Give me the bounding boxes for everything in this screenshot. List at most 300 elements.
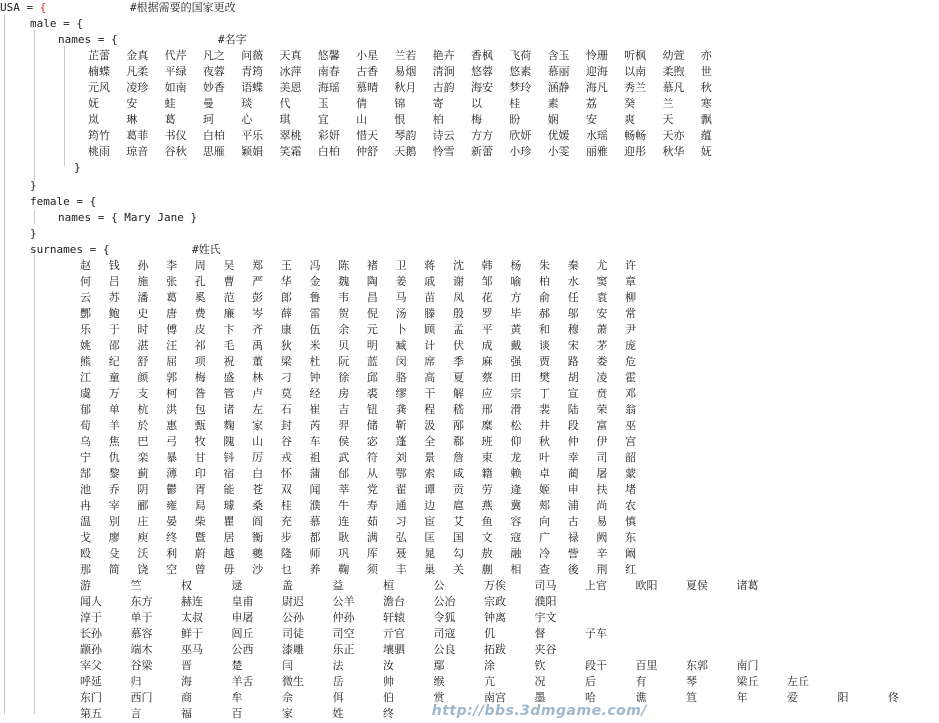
male-name: 清涧 <box>432 65 455 78</box>
surname: 厍 <box>366 547 378 560</box>
compound-surname: 晋 <box>181 659 192 672</box>
surname: 高 <box>424 371 436 384</box>
compound-surname: 夏侯 <box>686 579 708 592</box>
compound-surname: 慕容 <box>130 627 153 640</box>
surname: 养 <box>309 563 321 576</box>
surname: 束 <box>481 451 493 464</box>
compound-surname: 楚 <box>231 659 243 672</box>
surname: 宰 <box>108 499 120 512</box>
male-name: 白柏 <box>202 129 225 142</box>
surname: 邱 <box>366 371 378 384</box>
compound-surname-row <box>80 578 939 594</box>
male-name: 琪 <box>279 113 291 126</box>
surname: 田 <box>510 371 522 384</box>
surname: 臧 <box>395 339 407 352</box>
compound-surnames-list <box>80 578 939 722</box>
male-name: 谷秋 <box>164 145 187 158</box>
surname: 通 <box>395 499 407 512</box>
compound-surname: 漆雕 <box>282 643 304 656</box>
surname: 辛 <box>596 547 608 560</box>
male-name: 楠蝶 <box>88 65 110 78</box>
surname: 从 <box>366 467 378 480</box>
surname: 阴 <box>137 483 149 496</box>
compound-surname-row <box>80 610 939 626</box>
compound-surname: 权 <box>181 579 192 592</box>
surname: 刘 <box>395 451 407 464</box>
male-name: 青筠 <box>241 65 264 78</box>
surname: 傅 <box>166 323 178 336</box>
surname: 幸 <box>567 451 579 464</box>
surname: 沈 <box>452 259 464 272</box>
usa-declaration-line <box>0 0 236 16</box>
surname: 郁 <box>80 403 91 416</box>
surname: 周 <box>194 259 206 272</box>
surname: 别 <box>108 515 120 528</box>
surname: 蔺 <box>567 467 579 480</box>
surname: 沙 <box>252 563 264 576</box>
surname: 韦 <box>338 291 350 304</box>
surname: 芮 <box>309 419 321 432</box>
surname: 陶 <box>366 275 378 288</box>
compound-surname: 司空 <box>332 627 355 640</box>
surnames-open: surnames = { <box>30 243 110 256</box>
compound-surname: 海 <box>181 675 192 688</box>
surname: 贺 <box>338 307 350 320</box>
surname: 蒲 <box>309 467 321 480</box>
compound-surname: 司马 <box>534 579 557 592</box>
male-name: 琳 <box>126 113 138 126</box>
surname: 富 <box>596 419 608 432</box>
surname: 储 <box>366 419 378 432</box>
surname: 丰 <box>395 563 407 576</box>
surname-row <box>80 482 654 498</box>
surname: 龙 <box>510 451 522 464</box>
surname: 甘 <box>194 451 206 464</box>
surname-row <box>80 354 654 370</box>
compound-surname: 法 <box>332 659 344 672</box>
surname: 卞 <box>223 323 235 336</box>
surname: 仇 <box>108 451 120 464</box>
surname: 吉 <box>338 403 350 416</box>
surname: 厉 <box>252 451 264 464</box>
surname: 姚 <box>80 339 91 352</box>
surname: 匡 <box>424 531 436 544</box>
surname-row <box>80 290 654 306</box>
male-name: 珂 <box>202 113 214 126</box>
male-name: 寄 <box>432 97 444 110</box>
surname: 孙 <box>137 259 149 272</box>
male-name: 冰萍 <box>279 65 302 78</box>
compound-surname: 闻人 <box>80 595 102 608</box>
surname: 桑 <box>252 499 264 512</box>
surname: 邰 <box>338 467 350 480</box>
surname: 窦 <box>596 275 608 288</box>
surname: 仲 <box>567 435 579 448</box>
surname: 王 <box>280 259 292 272</box>
surname: 温 <box>80 515 91 528</box>
male-name: 海凡 <box>585 81 608 94</box>
surname: 後 <box>567 563 579 576</box>
fold-guide <box>34 210 35 224</box>
surname: 步 <box>280 531 292 544</box>
surname-row <box>80 514 654 530</box>
surname: 边 <box>424 499 436 512</box>
surname: 戎 <box>280 451 292 464</box>
surname: 向 <box>539 515 550 528</box>
male-name: 翠桃 <box>279 129 302 142</box>
surname: 红 <box>625 563 637 576</box>
surname: 明 <box>366 339 378 352</box>
compound-surname-row <box>80 658 939 674</box>
male-name: 南春 <box>317 65 340 78</box>
surname: 郦 <box>137 499 149 512</box>
surname: 雍 <box>166 499 178 512</box>
male-name: 惜天 <box>356 129 379 142</box>
surname: 鱼 <box>481 515 493 528</box>
surname: 荆 <box>596 563 608 576</box>
surname: 尤 <box>596 259 608 272</box>
surname: 成 <box>481 339 493 352</box>
surname: 羿 <box>338 419 350 432</box>
male-name: 迎海 <box>585 65 608 78</box>
surname: 汪 <box>166 339 178 352</box>
surname: 嵇 <box>452 403 464 416</box>
surname: 翁 <box>625 403 637 416</box>
surname: 昝 <box>194 387 206 400</box>
surname: 须 <box>366 563 378 576</box>
male-name: 亦 <box>700 49 712 62</box>
surname: 洪 <box>166 403 178 416</box>
surname: 麴 <box>223 419 235 432</box>
surname: 滕 <box>424 307 436 320</box>
surname: 宁 <box>80 451 91 464</box>
male-name: 怜珊 <box>585 49 608 62</box>
surname: 宓 <box>366 435 378 448</box>
surname: 莫 <box>280 387 292 400</box>
surname: 舄 <box>194 499 206 512</box>
surname: 单 <box>108 403 120 416</box>
surname: 广 <box>539 531 550 544</box>
surname: 封 <box>280 419 292 432</box>
surname: 卢 <box>252 387 264 400</box>
male-name-row <box>88 128 739 144</box>
surname: 常 <box>625 307 637 320</box>
compound-surname: 赫连 <box>181 595 203 608</box>
male-name: 金真 <box>126 49 149 62</box>
surname: 相 <box>510 563 522 576</box>
surname: 伍 <box>309 323 321 336</box>
surname: 师 <box>309 547 321 560</box>
surname: 桂 <box>280 499 292 512</box>
male-name: 世 <box>700 65 712 78</box>
surname: 尹 <box>625 323 637 336</box>
male-name: 秋月 <box>394 81 417 94</box>
surname: 祁 <box>194 339 206 352</box>
surname: 缪 <box>395 387 407 400</box>
surname: 阙 <box>596 531 608 544</box>
surname: 柴 <box>194 515 206 528</box>
surname: 齐 <box>252 323 264 336</box>
surname: 简 <box>108 563 120 576</box>
male-name: 悠馨 <box>317 49 340 62</box>
compound-surname: 伯 <box>383 691 394 704</box>
surname: 谢 <box>452 275 464 288</box>
surname: 勾 <box>452 547 464 560</box>
compound-surname: 东方 <box>130 595 153 608</box>
surname: 姬 <box>539 483 550 496</box>
male-name: 问薇 <box>241 49 264 62</box>
surname: 惠 <box>166 419 178 432</box>
surname: 贝 <box>338 339 350 352</box>
surname: 邵 <box>108 339 120 352</box>
surname: 吕 <box>108 275 120 288</box>
male-name: 海瑶 <box>317 81 340 94</box>
surname: 安 <box>596 307 608 320</box>
surname: 刁 <box>280 371 292 384</box>
male-name: 书仪 <box>164 129 187 142</box>
usa-comment: #根据需要的国家更改 <box>130 1 236 14</box>
male-name: 琴韵 <box>394 129 417 142</box>
male-name: 方方 <box>470 129 493 142</box>
surname: 平 <box>481 323 493 336</box>
surname: 瞿 <box>223 515 235 528</box>
surname: 苏 <box>108 291 120 304</box>
surname: 奚 <box>194 291 206 304</box>
surname: 车 <box>309 435 321 448</box>
surname: 訾 <box>567 547 579 560</box>
male-name: 秋 <box>700 81 712 94</box>
surname: 杭 <box>137 403 149 416</box>
surname: 梁 <box>280 355 292 368</box>
surname: 关 <box>452 563 464 576</box>
surname: 翟 <box>395 483 407 496</box>
compound-surname: 亢 <box>484 675 495 688</box>
surname: 耿 <box>338 531 350 544</box>
male-name-row <box>88 112 739 128</box>
surname: 管 <box>223 387 235 400</box>
surname: 饶 <box>137 563 149 576</box>
surname: 裘 <box>366 387 378 400</box>
male-name: 美恩 <box>279 81 302 94</box>
male-names-list <box>88 48 739 160</box>
male-name: 蛙 <box>164 97 176 110</box>
surname: 湛 <box>137 339 149 352</box>
surname: 宗 <box>510 387 522 400</box>
surname: 纪 <box>108 355 120 368</box>
surname: 濮 <box>309 499 321 512</box>
surname: 尚 <box>596 499 608 512</box>
surname: 邢 <box>481 403 493 416</box>
surname: 空 <box>166 563 178 576</box>
surname: 褚 <box>366 259 378 272</box>
surname: 鲍 <box>108 307 120 320</box>
surname: 殳 <box>108 547 120 560</box>
surname: 姜 <box>395 275 407 288</box>
surname: 薄 <box>166 467 178 480</box>
surname: 米 <box>309 339 321 352</box>
male-name: 山 <box>356 113 368 126</box>
surname: 柳 <box>625 291 637 304</box>
male-name: 安 <box>126 97 138 110</box>
surname: 颜 <box>137 371 149 384</box>
surname: 袁 <box>596 291 608 304</box>
surname: 巴 <box>137 435 149 448</box>
surname: 双 <box>280 483 292 496</box>
surname: 籍 <box>481 467 493 480</box>
surname: 郏 <box>539 499 550 512</box>
surname: 黎 <box>108 467 120 480</box>
surname: 焦 <box>108 435 120 448</box>
compound-surname: 福 <box>181 707 192 720</box>
surname: 弓 <box>166 435 178 448</box>
surname: 都 <box>309 531 321 544</box>
surname: 徐 <box>338 371 350 384</box>
surname: 申 <box>567 483 579 496</box>
surname: 劳 <box>481 483 493 496</box>
male-name: 妩 <box>88 97 99 110</box>
surname: 蒯 <box>481 563 493 576</box>
surname: 支 <box>137 387 149 400</box>
surname: 宣 <box>567 387 579 400</box>
compound-surname: 申屠 <box>231 611 254 624</box>
surname: 慕 <box>309 515 321 528</box>
male-name-row <box>88 80 739 96</box>
surname: 晁 <box>424 547 436 560</box>
compound-surname: 南宫 <box>484 691 506 704</box>
surname: 殴 <box>80 547 91 560</box>
surname: 郎 <box>280 291 292 304</box>
surname: 樊 <box>539 371 550 384</box>
surname-row <box>80 322 654 338</box>
surname: 阚 <box>625 547 637 560</box>
surname: 时 <box>137 323 149 336</box>
male-name-row <box>88 64 739 80</box>
compound-surname: 羊舌 <box>231 675 254 688</box>
male-name: 盼 <box>509 113 521 126</box>
compound-surname: 仉 <box>484 627 495 640</box>
male-name: 凡柔 <box>126 65 149 78</box>
surname: 郜 <box>80 467 91 480</box>
surname: 朱 <box>539 259 550 272</box>
surname: 充 <box>280 515 292 528</box>
surname: 乌 <box>80 435 91 448</box>
male-name: 白柏 <box>317 145 340 158</box>
surname: 毛 <box>223 339 235 352</box>
surname: 麻 <box>481 355 493 368</box>
female-names: names = { Mary Jane } <box>58 211 198 224</box>
female-close-brace: } <box>30 227 37 240</box>
surname: 贲 <box>596 387 608 400</box>
surname: 景 <box>424 451 436 464</box>
surname: 黄 <box>510 323 522 336</box>
surname: 龚 <box>395 403 407 416</box>
male-name: 荔 <box>585 97 597 110</box>
surname: 叶 <box>539 451 550 464</box>
male-name: 小星 <box>356 49 379 62</box>
surname: 方 <box>510 291 522 304</box>
compound-surname: 言 <box>130 707 142 720</box>
surname: 国 <box>452 531 464 544</box>
surname: 那 <box>80 563 91 576</box>
surname: 应 <box>481 387 493 400</box>
surname: 毕 <box>510 307 522 320</box>
surname: 甄 <box>194 419 206 432</box>
compound-surname: 巫马 <box>181 643 203 656</box>
male-name: 元风 <box>88 81 110 94</box>
compound-surname: 笪 <box>686 691 697 704</box>
surname: 皮 <box>194 323 206 336</box>
surname: 包 <box>194 403 206 416</box>
compound-surname: 皇甫 <box>231 595 254 608</box>
compound-surname: 轩辕 <box>383 611 405 624</box>
male-name: 夜蓉 <box>202 65 225 78</box>
male-name: 娴 <box>547 113 559 126</box>
surname: 解 <box>452 387 464 400</box>
surname: 牛 <box>338 499 350 512</box>
surname: 娄 <box>596 355 608 368</box>
surname: 符 <box>366 451 378 464</box>
compound-surname: 桓 <box>383 579 394 592</box>
compound-surname: 墨 <box>534 691 546 704</box>
surname: 暨 <box>194 531 206 544</box>
male-name: 葛菲 <box>126 129 149 142</box>
surname: 童 <box>108 371 120 384</box>
male-name: 芷蕾 <box>88 49 110 62</box>
surname: 昌 <box>366 291 378 304</box>
surname: 越 <box>223 547 235 560</box>
surname: 农 <box>625 499 637 512</box>
male-name: 古韵 <box>432 81 455 94</box>
surname: 武 <box>338 451 350 464</box>
surname: 董 <box>252 355 264 368</box>
surname: 金 <box>309 275 321 288</box>
surname: 蔡 <box>481 371 493 384</box>
surname: 巢 <box>424 563 436 576</box>
surname: 利 <box>166 547 178 560</box>
surname: 井 <box>539 419 550 432</box>
surname: 水 <box>567 275 579 288</box>
male-name: 琰 <box>241 97 253 110</box>
male-name: 仲舒 <box>356 145 379 158</box>
surname: 阮 <box>338 355 350 368</box>
compound-surname: 呼延 <box>80 675 102 688</box>
usa-open-brace: { <box>39 1 47 14</box>
surname: 祝 <box>223 355 235 368</box>
male-name: 思雁 <box>202 145 225 158</box>
surname: 凤 <box>452 291 464 304</box>
surname: 廖 <box>108 531 120 544</box>
surname: 萧 <box>596 323 608 336</box>
compound-surname-row <box>80 594 939 610</box>
surname: 荀 <box>80 419 91 432</box>
surname: 程 <box>424 403 436 416</box>
male-name: 迎彤 <box>624 145 647 158</box>
surname-row <box>80 274 654 290</box>
compound-surname: 盖 <box>282 579 293 592</box>
fold-guide <box>34 254 35 714</box>
male-name: 香枫 <box>470 49 493 62</box>
surname: 章 <box>625 275 637 288</box>
compound-surname: 宗政 <box>484 595 506 608</box>
male-name: 代芹 <box>164 49 187 62</box>
surname: 蒙 <box>625 467 637 480</box>
surname-row <box>80 434 654 450</box>
surname: 池 <box>80 483 91 496</box>
surname: 查 <box>539 563 550 576</box>
surname: 居 <box>223 531 235 544</box>
surname: 干 <box>424 387 436 400</box>
male-name: 怜雪 <box>432 145 455 158</box>
